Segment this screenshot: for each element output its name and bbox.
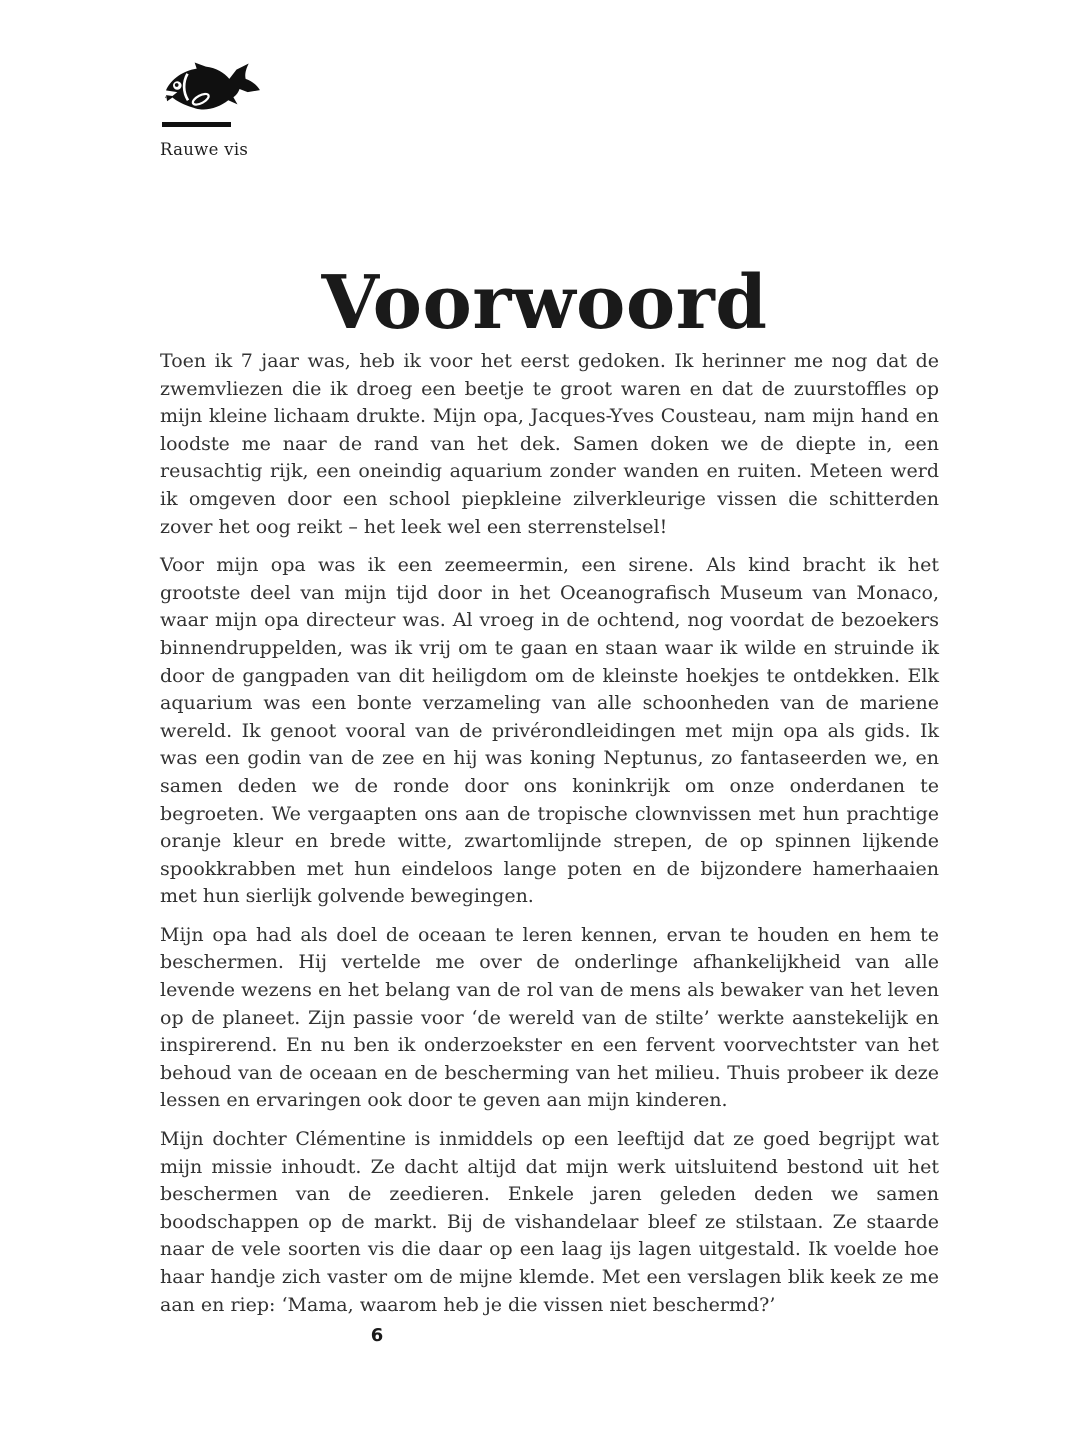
- chapter-rule: [162, 122, 231, 127]
- fish-icon: [162, 58, 264, 114]
- chapter-header: [160, 58, 264, 159]
- paragraph: Mijn dochter Clémentine is inmiddels op een leeftijd dat ze goed begrijpt wat mijn missie inhoudt. Ze dacht altijd dat mijn werk uitsluitend bestond uit het beschermen van de zeedieren. Enkele jaren geleden deden we samen boodschappen op de markt. Bij de vishandelaar bleef ze stilstaan. Ze staarde naar de vele soorten vis die daar op een laag ijs lagen uitgestald. Ik voelde hoe haar handje zich vaster om de mijne klemde. Met een verslagen blik keek ze me aan en riep: ‘Mama, waarom heb je die vissen niet beschermd?’: [160, 1128, 939, 1316]
- page-number: 6: [370, 1325, 384, 1346]
- chapter-label: Rauwe vis: [160, 140, 249, 159]
- body-text: [160, 348, 939, 1330]
- paragraph: Mijn opa had als doel de oceaan te leren kennen, ervan te houden en hem te beschermen. Hij vertelde me over de onderlinge afhankelijkheid van alle levende wezens en het belang van de rol van de mens als bewaker van het leven op de planeet. Zijn passie voor ‘de wereld van de stilte’ werkte aanstekelijk en inspirerend. En nu ben ik onderzoekster en een fervent voorvechtster van het behoud van de oceaan en de bescherming van het milieu. Thuis probeer ik deze lessen en ervaringen ook door te geven aan mijn kinderen.: [160, 923, 939, 1112]
- paragraph: Voor mijn opa was ik een zeemeermin, een sirene. Als kind bracht ik het grootste deel van mijn tijd door in het Oceanografisch Museum van Monaco, waar mijn opa directeur was. Al vroeg in de ochtend, nog voordat de bezoekers binnendruppelden, was ik vrij om te gaan en staan waar ik wilde en struinde ik door de gangpaden van dit heiligdom om de kleinste hoekjes te ontdekken. Elk aquarium was een bonte verzameling van alle schoonheden van de mariene wereld. Ik genoot vooral van de privérondleidingen met mijn opa als gids. Ik was een godin van de zee en hij was koning Neptunus, zo fantaseerden we, en samen deden we de ronde door ons koninkrijk om onze onderdanen te begroeten. We vergaapten ons aan de tropische clownvissen met hun prachtige oranje kleur en brede witte, zwartomlijnde strepen, de op spinnen lijkende spookkrabben met hun eindeloos lange poten en de bijzondere hamerhaaien met hun sierlijk golvende bewegingen.: [160, 554, 939, 908]
- paragraph: Toen ik 7 jaar was, heb ik voor het eerst gedoken. Ik herinner me nog dat de zwemvliezen die ik droeg een beetje te groot waren en dat de zuurstoffles op mijn kleine lichaam drukte. Mijn opa, Jacques-Yves Cousteau, nam mijn hand en loodste me naar de rand van het dek. Samen doken we de diepte in, een reusachtig rijk, een oneindig aquarium zonder wanden en ruiten. Meteen werd ik omgeven door een school piepkleine zilverkleurige vissen die schitterden zover het oog reikt – het leek wel een sterrenstelsel!: [160, 350, 939, 538]
- page-title: Voorwoord: [321, 259, 768, 346]
